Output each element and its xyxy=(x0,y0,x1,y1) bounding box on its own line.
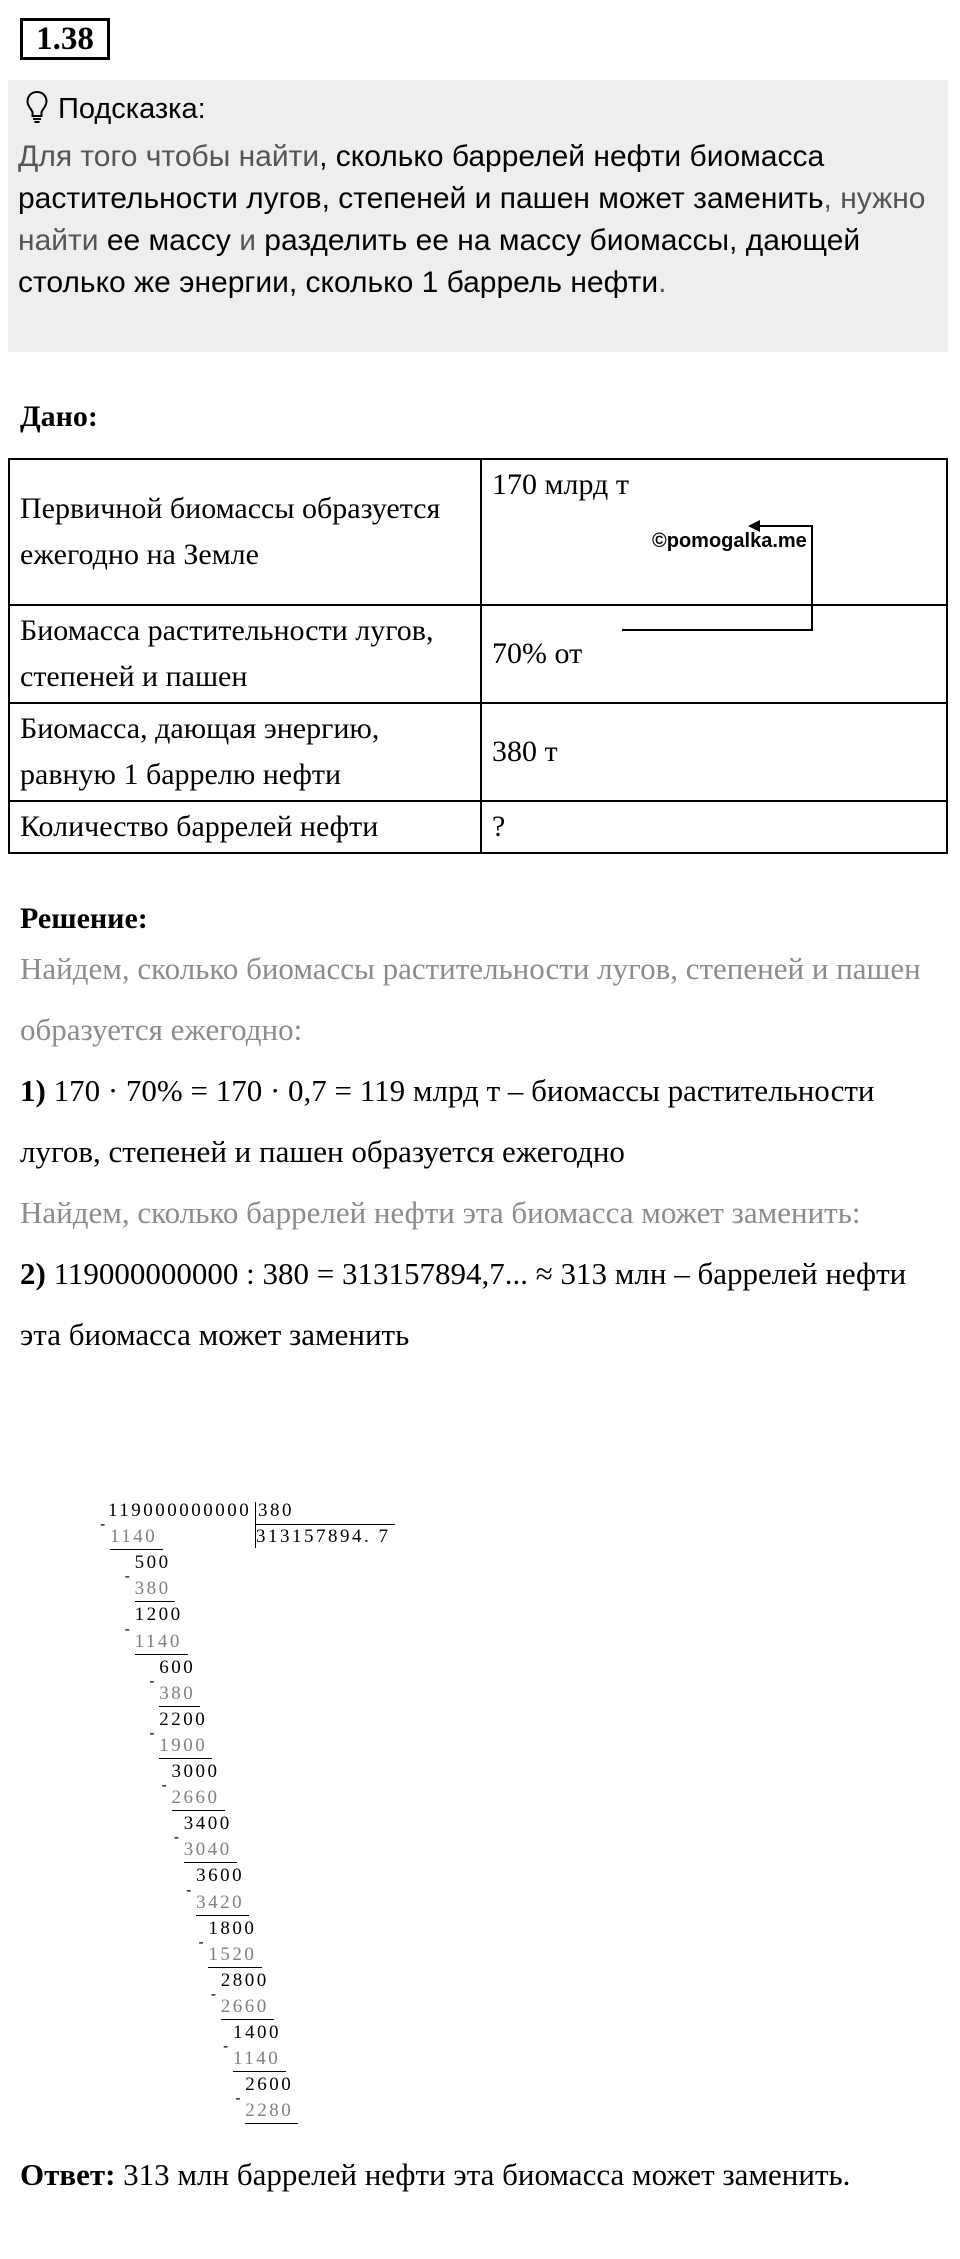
subtraction-line xyxy=(208,1967,261,1968)
quotient: 313157894. 7 xyxy=(256,1526,391,1547)
remainder: 500 xyxy=(134,1552,171,1574)
remainder: 1200 xyxy=(134,1604,183,1626)
partial-product: 1520 xyxy=(208,1943,257,1965)
minus-sign: - xyxy=(198,1933,204,1951)
subtraction-line xyxy=(172,1810,225,1811)
partial-product: 3420 xyxy=(196,1891,245,1913)
answer-label: Ответ: xyxy=(20,2157,116,2192)
partial-product: 1140 xyxy=(110,1526,158,1548)
solution-heading: Решение: xyxy=(20,902,148,935)
hint-title: Подсказка: xyxy=(58,93,206,125)
step-number: 2) xyxy=(20,1256,46,1291)
minus-sign: - xyxy=(173,1829,180,1847)
hint-segment: , сколько баррелей нефти биомасса растительности лугов, степеней и пашен может заменить xyxy=(18,140,825,215)
partial-product: 3040 xyxy=(183,1839,232,1861)
reference-arrow-icon xyxy=(0,0,960,700)
subtraction-line xyxy=(221,2019,274,2020)
remainder: 1400 xyxy=(233,2022,281,2043)
answer-text: 313 млн баррелей нефти эта биомасса может заменить. xyxy=(115,2157,851,2192)
subtraction-line xyxy=(110,1549,163,1550)
minus-sign: - xyxy=(124,1568,130,1586)
dividend: 119000000000 xyxy=(108,1500,252,1521)
minus-sign: - xyxy=(223,2038,229,2056)
subtraction-line xyxy=(233,2071,286,2072)
partial-product: 1900 xyxy=(159,1734,208,1756)
solution-intro-2: Найдем, сколько баррелей нефти эта биомасса может заменить: xyxy=(20,1195,861,1230)
minus-sign: - xyxy=(149,1724,155,1742)
divisor: 380 xyxy=(258,1500,294,1521)
step-number: 1) xyxy=(20,1073,46,1108)
answer xyxy=(20,2144,950,2205)
partial-product: 2280 xyxy=(245,2100,294,2122)
remainder: 2800 xyxy=(220,1969,269,1991)
minus-sign: - xyxy=(161,1777,167,1795)
partial-product: 380 xyxy=(134,1578,171,1600)
task-number: 1.38 xyxy=(20,18,110,60)
subtraction-line xyxy=(159,1758,212,1759)
hint-segment: , нужно найти xyxy=(18,182,926,257)
given-value: ? xyxy=(481,801,947,853)
remainder: 2200 xyxy=(159,1708,208,1730)
hint-segment: разделить ее на массу биомассы, дающей столько же энергии, сколько 1 баррель нефти xyxy=(18,224,861,299)
table-row xyxy=(9,801,947,853)
partial-product: 2660 xyxy=(220,1995,269,2017)
remainder: 3000 xyxy=(171,1761,220,1782)
hint-segment: ее массу xyxy=(106,224,231,257)
minus-sign: - xyxy=(149,1672,155,1690)
given-label: Биомасса растительности лугов, степеней и пашен xyxy=(9,605,481,703)
step-text: 119000000000 : 380 = 313157894,7... ≈ 313 млн – баррелей нефти эта биомасса может заменить xyxy=(20,1256,907,1352)
subtraction-line xyxy=(245,2123,298,2124)
remainder: 3600 xyxy=(196,1865,245,1887)
solution-body xyxy=(20,938,950,1365)
given-value: 380 т xyxy=(481,703,947,801)
given-label: Количество баррелей нефти xyxy=(9,801,481,853)
partial-product: 1140 xyxy=(134,1630,182,1652)
minus-sign: - xyxy=(235,2090,241,2108)
remainder: 3400 xyxy=(183,1813,232,1835)
partial-product: 2660 xyxy=(171,1787,220,1809)
minus-sign: - xyxy=(186,1881,192,1899)
minus-sign: - xyxy=(100,1516,106,1534)
remainder: 1800 xyxy=(208,1917,257,1939)
subtraction-line xyxy=(184,1862,237,1863)
minus-sign: - xyxy=(210,1985,217,2003)
given-value: 170 млрд т xyxy=(481,459,947,605)
partial-product: 380 xyxy=(159,1682,196,1704)
watermark: ©pomogalka.me xyxy=(652,530,807,552)
solution-step-2 xyxy=(20,1243,950,1365)
subtraction-line xyxy=(135,1601,176,1602)
given-value: 70% от xyxy=(481,605,947,703)
subtraction-line xyxy=(135,1654,188,1655)
quotient-line xyxy=(255,1524,395,1525)
hint-segment: . xyxy=(658,266,667,299)
remainder: 600 xyxy=(159,1656,196,1678)
step-text: 170 · 70% = 170 · 0,7 = 119 млрд т – биомассы растительности лугов, степеней и пашен образуется ежегодно xyxy=(20,1073,875,1169)
solution-intro-1: Найдем, сколько биомассы растительности лугов, степеней и пашен образуется ежегодно: xyxy=(20,951,921,1047)
solution-step-1 xyxy=(20,1060,950,1182)
hint-segment: Для того чтобы найти xyxy=(18,140,320,173)
remainder: 2600 xyxy=(245,2074,294,2096)
minus-sign: - xyxy=(124,1620,130,1638)
table-row xyxy=(9,703,947,801)
hint-segment: и xyxy=(230,224,265,257)
given-label: Биомасса, дающая энергию, равную 1 баррелю нефти xyxy=(9,703,481,801)
given-label: Первичной биомассы образуется ежегодно на Земле xyxy=(9,459,481,605)
given-heading: Дано: xyxy=(20,400,98,433)
subtraction-line xyxy=(196,1915,249,1916)
partial-product: 1140 xyxy=(233,2048,281,2070)
subtraction-line xyxy=(159,1706,200,1707)
